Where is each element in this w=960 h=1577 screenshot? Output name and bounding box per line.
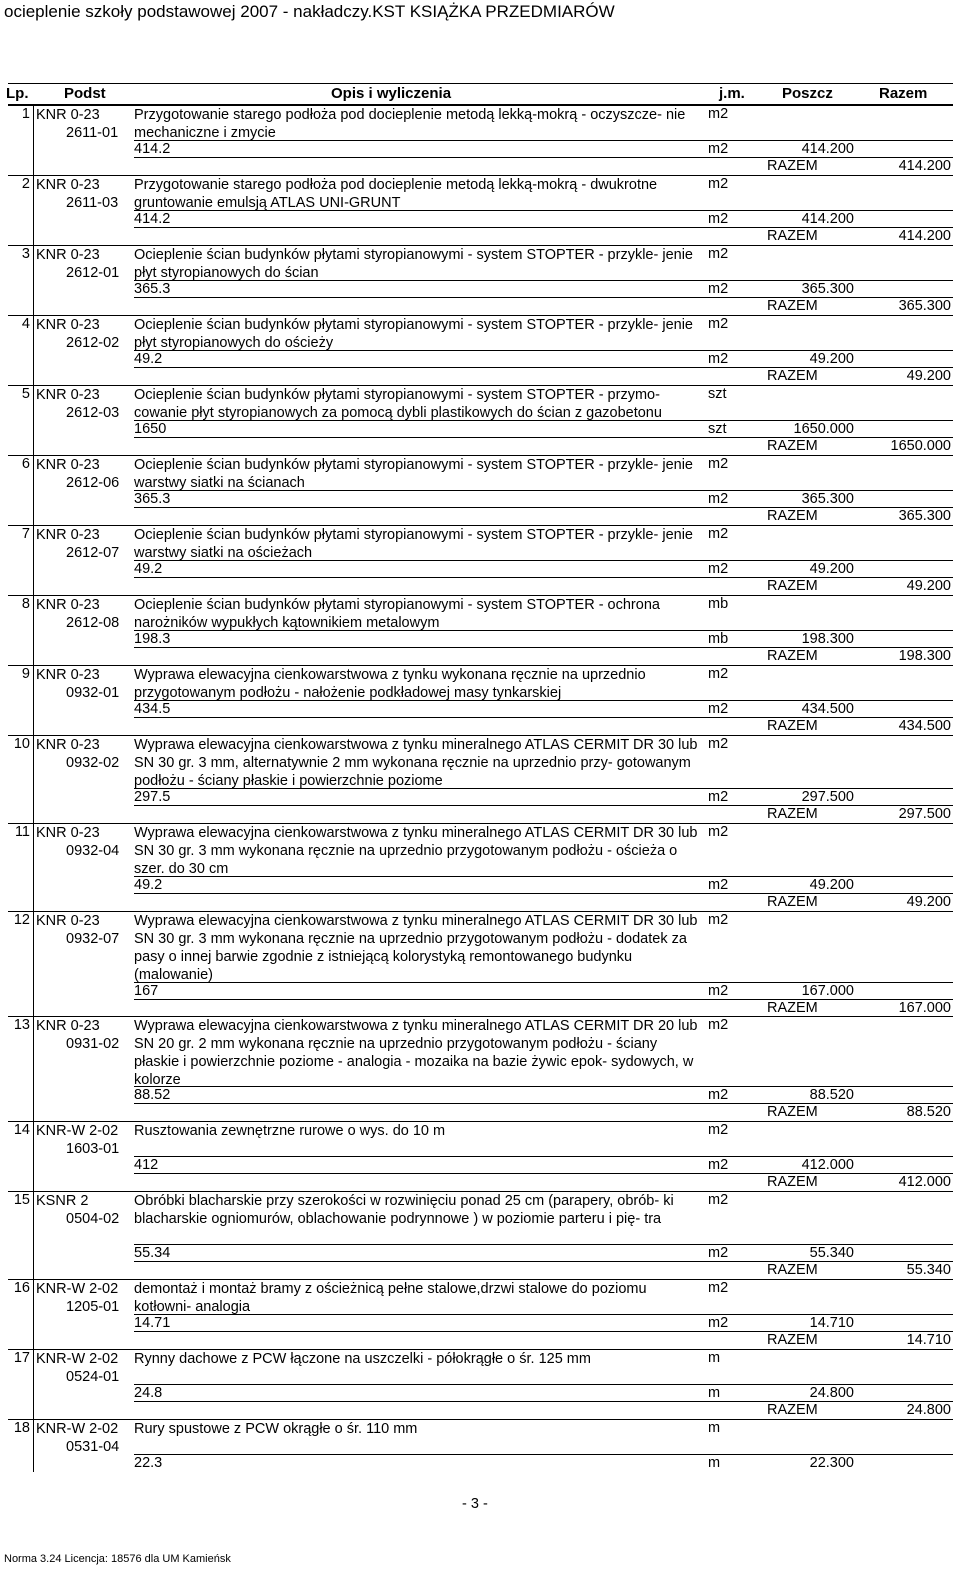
row-jm: m2: [708, 736, 729, 752]
header-lp: Lp.: [6, 85, 29, 102]
calc-rule: [134, 982, 953, 983]
row-opis: Przygotowanie starego podłoża pod docieplenie metodą lekką-mokrą - oczyszcze- nie mechaniczne i zmycie: [134, 107, 686, 141]
row-wyliczenie: 14.71: [134, 1315, 171, 1331]
row-poszcz: 198.300: [801, 631, 854, 647]
row-razem-value: 1650.000: [890, 438, 951, 454]
calc-rule: [134, 700, 953, 701]
header-razem: Razem: [879, 85, 928, 102]
row-razem-value: 297.500: [898, 806, 951, 822]
row-rule-top: [8, 175, 953, 176]
row-rule-top: [8, 105, 953, 106]
row-lp: 16: [13, 1280, 30, 1296]
row-poszcz: 49.200: [809, 877, 854, 893]
page-title: ocieplenie szkoły podstawowej 2007 - nakładczy.KST KSIĄŻKA PRZEDMIARÓW: [4, 2, 615, 21]
row-poszcz: 49.200: [809, 561, 854, 577]
row-opis: Ocieplenie ścian budynków płytami styropianowymi - system STOPTER - ochrona narożników wypukłych kątownikiem metalowym: [134, 597, 660, 631]
lp-col-rule: [33, 105, 34, 175]
row-kod1: KNR-W 2-02: [36, 1351, 119, 1367]
row-lp: 12: [13, 912, 30, 928]
razem-rule: [134, 367, 953, 368]
row-razem-label: RAZEM: [767, 508, 818, 524]
calc-rule: [134, 1086, 953, 1087]
row-lp: 11: [14, 824, 30, 840]
header-poszcz: Poszcz: [782, 85, 833, 102]
header-podst: Podst: [64, 85, 106, 102]
row-opis: Wyprawa elewacyjna cienkowarstwowa z tynku mineralnego ATLAS CERMIT DR 30 lub SN 30 gr. 3 mm, alternatywnie 2 mm wykonana ręcznie na uprzednio przy- gotowanym podłożu - ściany płaskie i powierzchnie poziome: [134, 737, 698, 789]
razem-rule: [134, 1103, 953, 1104]
row-wyl-jm: m2: [708, 877, 729, 893]
row-razem-label: RAZEM: [767, 1000, 818, 1016]
calc-rule: [134, 490, 953, 491]
row-razem-value: 414.200: [898, 228, 951, 244]
row-jm: m2: [708, 456, 729, 472]
row-jm: m2: [708, 1280, 729, 1296]
row-lp: 10: [13, 736, 30, 752]
row-razem-value: 49.200: [906, 578, 951, 594]
row-kod2: 0932-01: [66, 685, 120, 701]
row-wyl-jm: m2: [708, 1315, 729, 1331]
row-kod1: KNR 0-23: [36, 667, 100, 683]
row-poszcz: 434.500: [801, 701, 854, 717]
row-jm: m2: [708, 1122, 729, 1138]
lp-col-rule: [33, 385, 34, 455]
lp-col-rule: [33, 1016, 34, 1121]
row-opis: Obróbki blacharskie przy szerokości w rozwinięciu ponad 25 cm (parapery, obrób- ki blacharskie ogniomurów, oblachowanie podrynnowe ) w poziomie parteru i pię- tra: [134, 1193, 674, 1227]
row-razem-value: 434.500: [898, 718, 951, 734]
row-wyl-jm: m2: [708, 211, 729, 227]
razem-rule: [134, 647, 953, 648]
row-razem-value: 412.000: [898, 1174, 951, 1190]
row-lp: 18: [13, 1420, 30, 1436]
row-wyliczenie: 412: [134, 1157, 159, 1173]
row-wyliczenie: 414.2: [134, 141, 171, 157]
row-jm: m2: [708, 106, 729, 122]
lp-col-rule: [33, 1191, 34, 1279]
row-jm: m2: [708, 912, 729, 928]
row-wyliczenie: 434.5: [134, 701, 171, 717]
row-rule-top: [8, 315, 953, 316]
row-rule-top: [8, 525, 953, 526]
row-kod1: KNR 0-23: [36, 597, 100, 613]
row-lp: 17: [13, 1350, 30, 1366]
license-text: Norma 3.24 Licencja: 18576 dla UM Kamieńsk: [4, 1553, 231, 1565]
row-jm: m2: [708, 246, 729, 262]
row-opis: Wyprawa elewacyjna cienkowarstwowa z tynku mineralnego ATLAS CERMIT DR 20 lub SN 20 gr. 2 mm wykonana ręcznie na uprzednio przygotowanym podłożu - ściany płaskie i powierzchnie poziome - analogia - mozaika na bazie żywic epok- sydowych, w kolorze: [134, 1018, 698, 1088]
razem-rule: [134, 1173, 953, 1174]
row-kod2: 2612-03: [66, 405, 120, 421]
row-wyliczenie: 297.5: [134, 789, 171, 805]
row-jm: m2: [708, 176, 729, 192]
row-rule-top: [8, 455, 953, 456]
row-rule-top: [8, 1419, 953, 1420]
row-lp: 9: [21, 666, 30, 682]
row-kod2: 0932-07: [66, 931, 120, 947]
row-wyl-jm: m2: [708, 351, 729, 367]
row-lp: 3: [21, 246, 30, 262]
row-opis: Ocieplenie ścian budynków płytami styropianowymi - system STOPTER - przykle- jenie warstwy siatki na ościeżach: [134, 527, 693, 561]
row-rule-top: [8, 1191, 953, 1192]
row-kod2: 0524-01: [66, 1369, 120, 1385]
row-razem-value: 14.710: [906, 1332, 951, 1348]
row-kod2: 0531-04: [66, 1439, 120, 1455]
razem-rule: [134, 1331, 953, 1332]
row-kod1: KNR 0-23: [36, 107, 100, 123]
row-poszcz: 414.200: [801, 141, 854, 157]
row-wyl-jm: szt: [708, 421, 727, 437]
row-rule-top: [8, 911, 953, 912]
row-razem-value: 167.000: [898, 1000, 951, 1016]
row-wyliczenie: 49.2: [134, 877, 163, 893]
row-lp: 2: [21, 176, 30, 192]
row-razem-label: RAZEM: [767, 1262, 818, 1278]
row-kod1: KNR 0-23: [36, 177, 100, 193]
row-wyl-jm: m2: [708, 491, 729, 507]
razem-rule: [134, 1261, 953, 1262]
row-razem-value: 49.200: [906, 894, 951, 910]
razem-rule: [134, 805, 953, 806]
row-kod2: 1205-01: [66, 1299, 120, 1315]
calc-rule: [134, 280, 953, 281]
razem-rule: [134, 893, 953, 894]
row-razem-value: 49.200: [906, 368, 951, 384]
calc-rule: [134, 1244, 953, 1245]
row-razem-value: 24.800: [906, 1402, 951, 1418]
row-razem-value: 414.200: [898, 158, 951, 174]
row-lp: 7: [21, 526, 30, 542]
calc-rule: [134, 210, 953, 211]
row-jm: szt: [708, 386, 727, 402]
row-kod1: KNR 0-23: [36, 913, 100, 929]
row-lp: 6: [21, 456, 30, 472]
row-rule-top: [8, 1016, 953, 1017]
row-kod2: 2611-01: [66, 125, 119, 141]
row-rule-top: [8, 595, 953, 596]
row-razem-label: RAZEM: [767, 578, 818, 594]
razem-rule: [134, 297, 953, 298]
lp-col-rule: [33, 665, 34, 735]
row-opis: Ocieplenie ścian budynków płytami styropianowymi - system STOPTER - przykle- jenie warstwy siatki na ścianach: [134, 457, 693, 491]
row-razem-label: RAZEM: [767, 1402, 818, 1418]
calc-rule: [134, 1314, 953, 1315]
row-opis: demontaż i montaż bramy z ościeżnicą pełne stalowe,drzwi stalowe do poziomu kotłowni- analogia: [134, 1281, 647, 1315]
row-jm: m2: [708, 1192, 729, 1208]
row-jm: m2: [708, 666, 729, 682]
calc-rule: [134, 788, 953, 789]
row-lp: 15: [13, 1192, 30, 1208]
lp-col-rule: [33, 911, 34, 1017]
row-opis: Wyprawa elewacyjna cienkowarstwowa z tynku wykonana ręcznie na uprzednio przygotowanym podłożu - nałożenie podkładowej masy tynkarskiej: [134, 667, 646, 701]
row-poszcz: 14.710: [809, 1315, 854, 1331]
row-jm: m2: [708, 824, 729, 840]
calc-rule: [134, 876, 953, 877]
row-rule-top: [8, 665, 953, 666]
row-jm: m: [708, 1420, 721, 1436]
row-poszcz: 297.500: [801, 789, 854, 805]
row-rule-top: [8, 1349, 953, 1350]
header-opis: Opis i wyliczenia: [331, 85, 452, 102]
row-jm: m2: [708, 316, 729, 332]
row-wyl-jm: m: [708, 1455, 721, 1471]
row-kod1: KNR 0-23: [36, 527, 100, 543]
row-jm: m: [708, 1350, 721, 1366]
calc-rule: [134, 1384, 953, 1385]
calc-rule: [134, 420, 953, 421]
row-kod2: 2612-06: [66, 475, 120, 491]
row-wyl-jm: m2: [708, 983, 729, 999]
row-razem-label: RAZEM: [767, 368, 818, 384]
row-lp: 14: [13, 1122, 30, 1138]
row-opis: Rusztowania zewnętrzne rurowe o wys. do 10 m: [134, 1123, 446, 1139]
row-lp: 4: [21, 316, 30, 332]
row-jm: m2: [708, 1017, 729, 1033]
row-wyliczenie: 365.3: [134, 281, 171, 297]
row-opis: Ocieplenie ścian budynków płytami styropianowymi - system STOPTER - przykle- jenie płyt styropianowych do ościeży: [134, 317, 693, 351]
row-kod1: KNR 0-23: [36, 1018, 100, 1034]
calc-rule: [134, 560, 953, 561]
row-lp: 8: [21, 596, 30, 612]
row-poszcz: 1650.000: [793, 421, 854, 437]
row-kod2: 0932-04: [66, 843, 120, 859]
row-razem-value: 198.300: [898, 648, 951, 664]
row-wyliczenie: 22.3: [134, 1455, 163, 1471]
row-razem-label: RAZEM: [767, 228, 818, 244]
row-kod2: 1603-01: [66, 1141, 120, 1157]
razem-rule: [134, 437, 953, 438]
calc-rule: [134, 350, 953, 351]
row-wyl-jm: m2: [708, 561, 729, 577]
row-poszcz: 414.200: [801, 211, 854, 227]
lp-col-rule: [33, 735, 34, 823]
razem-rule: [134, 227, 953, 228]
row-kod1: KNR 0-23: [36, 457, 100, 473]
row-opis: Wyprawa elewacyjna cienkowarstwowa z tynku mineralnego ATLAS CERMIT DR 30 lub SN 30 gr. 3 mm wykonana ręcznie na uprzednio przygotowanym podłożu - dodatek za pasy o innej barwie zgodnie z istniejącą kolorystyką remontowanego budynku (malowanie): [134, 913, 698, 983]
row-kod2: 2611-03: [66, 195, 119, 211]
row-wyl-jm: m2: [708, 141, 729, 157]
row-kod2: 2612-02: [66, 335, 120, 351]
row-rule-top: [8, 1121, 953, 1122]
row-poszcz: 412.000: [801, 1157, 854, 1173]
row-wyliczenie: 49.2: [134, 561, 163, 577]
lp-col-rule: [33, 315, 34, 385]
row-kod1: KNR 0-23: [36, 317, 100, 333]
lp-col-rule: [33, 1279, 34, 1349]
row-poszcz: 22.300: [809, 1455, 854, 1471]
row-opis: Ocieplenie ścian budynków płytami styropianowymi - system STOPTER - przykle- jenie płyt styropianowych do ścian: [134, 247, 693, 281]
row-kod2: 2612-01: [66, 265, 120, 281]
lp-col-rule: [33, 595, 34, 665]
razem-rule: [134, 717, 953, 718]
page-number: - 3 -: [462, 1496, 488, 1512]
row-razem-value: 365.300: [898, 508, 951, 524]
row-wyliczenie: 88.52: [134, 1087, 171, 1103]
row-razem-label: RAZEM: [767, 1174, 818, 1190]
row-razem-label: RAZEM: [767, 648, 818, 664]
row-kod2: 0932-02: [66, 755, 120, 771]
row-wyliczenie: 167: [134, 983, 159, 999]
row-wyliczenie: 49.2: [134, 351, 163, 367]
calc-rule: [134, 1454, 953, 1455]
row-opis: Ocieplenie ścian budynków płytami styropianowymi - system STOPTER - przymo- cowanie płyt styropianowych za pomocą dybli plastikowych do ścian z gazobetonu: [134, 387, 662, 421]
row-kod1: KSNR 2: [36, 1193, 89, 1209]
lp-col-rule: [33, 1121, 34, 1191]
row-opis: Wyprawa elewacyjna cienkowarstwowa z tynku mineralnego ATLAS CERMIT DR 30 lub SN 30 gr. 3 mm wykonana ręcznie na uprzednio przygotowanym podłożu - ościeża o szer. do 30 cm: [134, 825, 698, 877]
row-wyliczenie: 24.8: [134, 1385, 163, 1401]
row-rule-top: [8, 1279, 953, 1280]
row-lp: 13: [13, 1017, 30, 1033]
row-opis: Rynny dachowe z PCW łączone na uszczelki - półokrągłe o śr. 125 mm: [134, 1351, 591, 1367]
row-wyl-jm: m2: [708, 789, 729, 805]
row-jm: m2: [708, 526, 729, 542]
calc-rule: [134, 1156, 953, 1157]
row-razem-label: RAZEM: [767, 806, 818, 822]
row-wyl-jm: m2: [708, 1087, 729, 1103]
row-wyl-jm: m: [708, 1385, 721, 1401]
row-poszcz: 55.340: [809, 1245, 854, 1261]
razem-rule: [134, 1401, 953, 1402]
row-razem-label: RAZEM: [767, 438, 818, 454]
row-lp: 5: [21, 386, 30, 402]
row-razem-value: 88.520: [906, 1104, 951, 1120]
top-rule: [8, 83, 953, 84]
row-poszcz: 49.200: [809, 351, 854, 367]
row-wyl-jm: m2: [708, 701, 729, 717]
razem-rule: [134, 577, 953, 578]
lp-col-rule: [33, 455, 34, 525]
row-wyliczenie: 365.3: [134, 491, 171, 507]
row-kod1: KNR 0-23: [36, 825, 100, 841]
row-kod1: KNR 0-23: [36, 737, 100, 753]
row-poszcz: 24.800: [809, 1385, 854, 1401]
lp-col-rule: [33, 1419, 34, 1472]
row-wyl-jm: m2: [708, 1157, 729, 1173]
row-lp: 1: [21, 106, 30, 122]
row-razem-value: 55.340: [906, 1262, 951, 1278]
row-wyl-jm: mb: [708, 631, 729, 647]
row-razem-value: 365.300: [898, 298, 951, 314]
row-wyliczenie: 414.2: [134, 211, 171, 227]
row-kod2: 2612-08: [66, 615, 120, 631]
lp-col-rule: [33, 245, 34, 315]
row-rule-top: [8, 823, 953, 824]
row-kod1: KNR 0-23: [36, 387, 100, 403]
row-opis: Rury spustowe z PCW okrągłe o śr. 110 mm: [134, 1421, 418, 1437]
row-kod1: KNR-W 2-02: [36, 1421, 119, 1437]
row-opis: Przygotowanie starego podłoża pod docieplenie metodą lekką-mokrą - dwukrotne gruntowanie emulsją ATLAS UNI-GRUNT: [134, 177, 658, 211]
row-wyl-jm: m2: [708, 1245, 729, 1261]
row-razem-label: RAZEM: [767, 298, 818, 314]
razem-rule: [134, 507, 953, 508]
row-poszcz: 167.000: [801, 983, 854, 999]
row-poszcz: 365.300: [801, 281, 854, 297]
lp-col-rule: [33, 175, 34, 245]
razem-rule: [134, 157, 953, 158]
row-kod2: 0504-02: [66, 1211, 120, 1227]
calc-rule: [134, 630, 953, 631]
header-jm: j.m.: [719, 85, 745, 102]
row-kod1: KNR-W 2-02: [36, 1123, 119, 1139]
row-wyliczenie: 1650: [134, 421, 167, 437]
row-wyl-jm: m2: [708, 281, 729, 297]
row-razem-label: RAZEM: [767, 1332, 818, 1348]
razem-rule: [134, 999, 953, 1000]
row-kod2: 0931-02: [66, 1036, 120, 1052]
row-kod1: KNR-W 2-02: [36, 1281, 119, 1297]
lp-col-rule: [33, 823, 34, 911]
row-razem-label: RAZEM: [767, 1104, 818, 1120]
row-razem-label: RAZEM: [767, 894, 818, 910]
row-razem-label: RAZEM: [767, 158, 818, 174]
lp-col-rule: [33, 1349, 34, 1419]
lp-col-rule: [33, 525, 34, 595]
row-poszcz: 88.520: [809, 1087, 854, 1103]
row-wyliczenie: 55.34: [134, 1245, 171, 1261]
row-rule-top: [8, 245, 953, 246]
row-jm: mb: [708, 596, 729, 612]
row-wyliczenie: 198.3: [134, 631, 171, 647]
row-kod2: 2612-07: [66, 545, 120, 561]
row-kod1: KNR 0-23: [36, 247, 100, 263]
row-rule-top: [8, 385, 953, 386]
calc-rule: [134, 140, 953, 141]
row-poszcz: 365.300: [801, 491, 854, 507]
row-razem-label: RAZEM: [767, 718, 818, 734]
row-rule-top: [8, 735, 953, 736]
